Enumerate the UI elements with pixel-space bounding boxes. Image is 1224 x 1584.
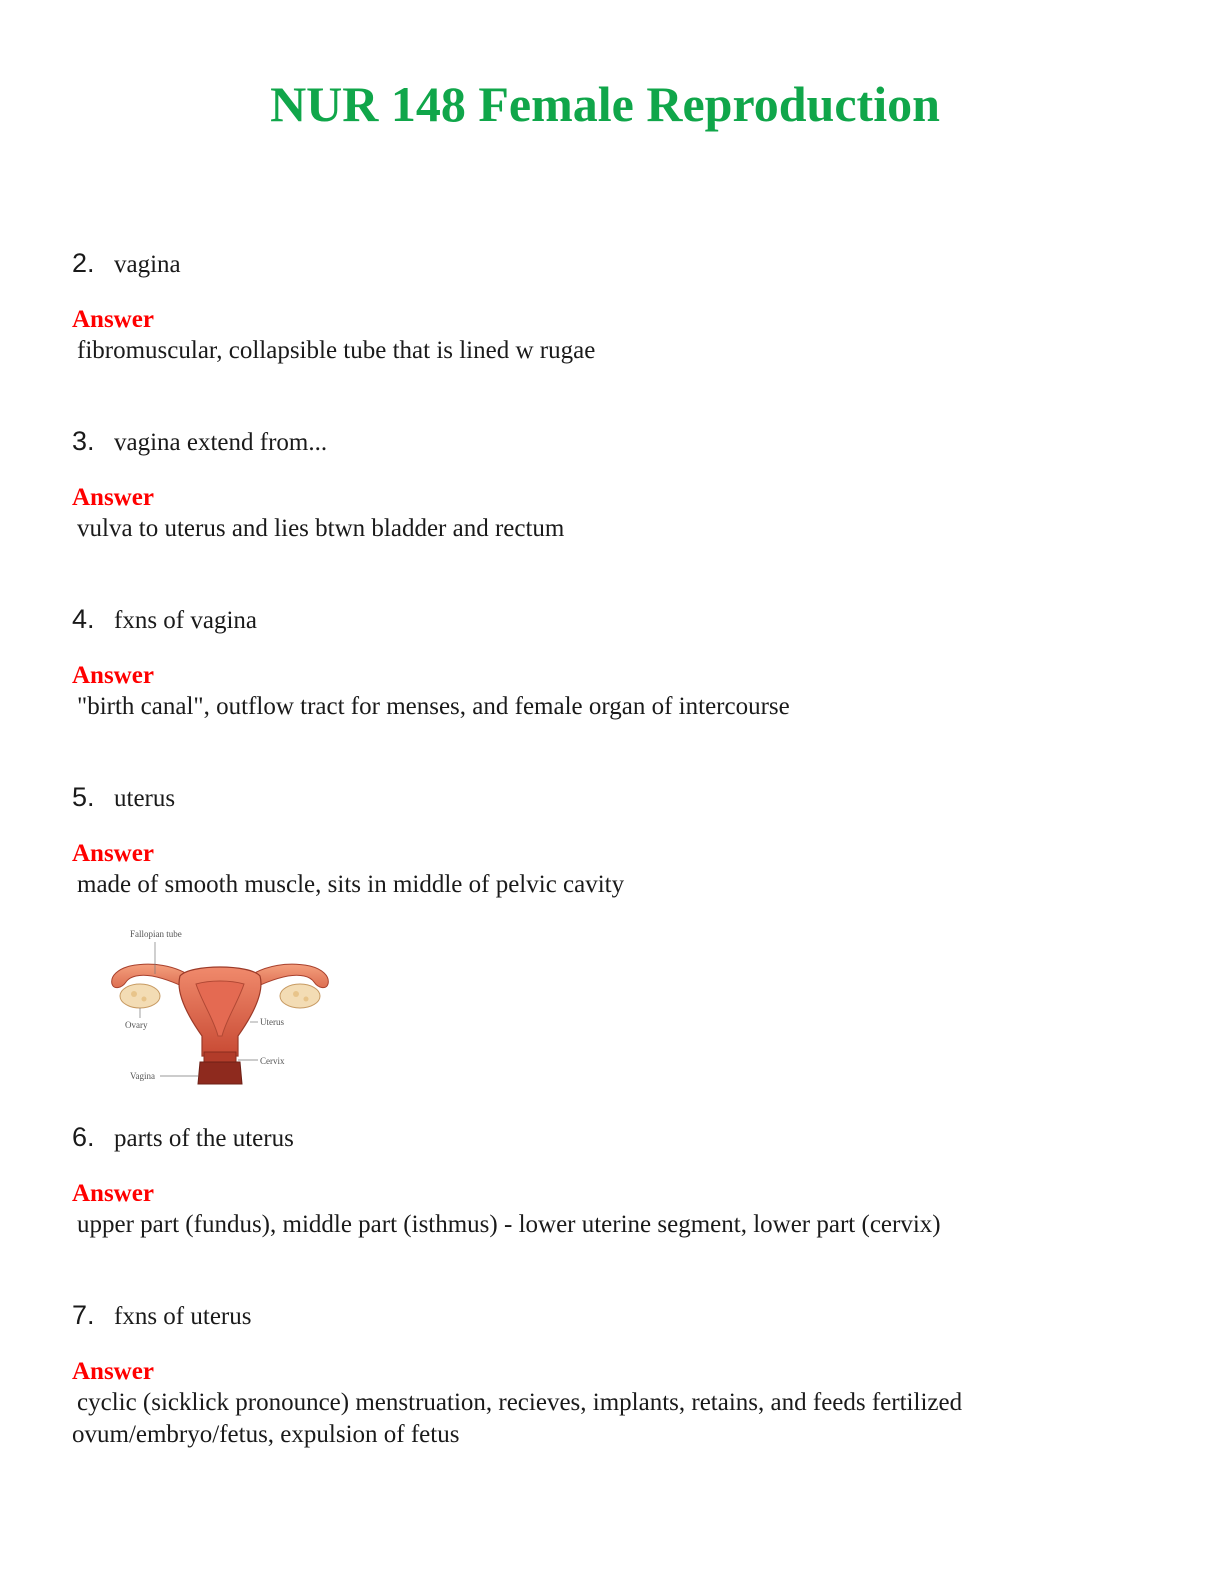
left-ovary-shape: [120, 984, 160, 1008]
qa-item: [72, 423, 1152, 545]
page-title: NUR 148 Female Reproduction: [270, 76, 940, 132]
qa-item: [72, 601, 1152, 723]
answer-label: Answer: [72, 484, 154, 511]
question-number: 2.: [72, 248, 95, 278]
right-ovary-shape: [280, 984, 320, 1008]
qa-item: [72, 1119, 1152, 1241]
answer-text: "birth canal", outflow tract for menses, and female organ of intercourse: [77, 693, 790, 720]
qa-item: [72, 245, 1152, 367]
vagina-shape: [198, 1062, 242, 1084]
label-fallopian-tube: Fallopian tube: [130, 929, 182, 939]
question-text: fxns of vagina: [114, 607, 258, 634]
qa-item: [72, 779, 1152, 901]
question-text: parts of the uterus: [114, 1125, 294, 1152]
question: [72, 1119, 1152, 1155]
answer-text: cyclic (sicklick pronounce) menstruation, recieves, implants, retains, and feeds fertilized ovum/embryo/fetus, expulsion of fetus: [72, 1389, 963, 1448]
answer-label: Answer: [72, 840, 154, 867]
question-text: fxns of uterus: [114, 1303, 252, 1330]
answer-label: Answer: [72, 1358, 154, 1385]
uterus-diagram: [100, 924, 335, 1094]
question-number: 5.: [72, 782, 95, 812]
label-vagina: Vagina: [130, 1071, 155, 1081]
question-text: uterus: [114, 785, 176, 812]
question: [72, 779, 1152, 815]
answer-label: Answer: [72, 662, 154, 689]
question: [72, 245, 1152, 281]
answer-text: fibromuscular, collapsible tube that is lined w rugae: [77, 337, 596, 364]
answer-label: Answer: [72, 306, 154, 333]
answer-label: Answer: [72, 1180, 154, 1207]
question: [72, 1297, 1152, 1333]
question-text: vagina extend from...: [114, 429, 328, 456]
answer-text: vulva to uterus and lies btwn bladder and rectum: [77, 515, 565, 542]
question: [72, 423, 1152, 459]
question-text: vagina: [114, 251, 181, 278]
answer-text: made of smooth muscle, sits in middle of pelvic cavity: [77, 871, 625, 898]
question-number: 3.: [72, 426, 95, 456]
question-number: 6.: [72, 1122, 95, 1152]
qa-item: [72, 1297, 1152, 1451]
question: [72, 601, 1152, 637]
label-ovary: Ovary: [125, 1020, 148, 1030]
question-number: 4.: [72, 604, 95, 634]
answer-text: upper part (fundus), middle part (isthmus) - lower uterine segment, lower part (cervix): [77, 1211, 941, 1238]
label-uterus: Uterus: [260, 1017, 284, 1027]
label-cervix: Cervix: [260, 1056, 285, 1066]
question-number: 7.: [72, 1300, 95, 1330]
